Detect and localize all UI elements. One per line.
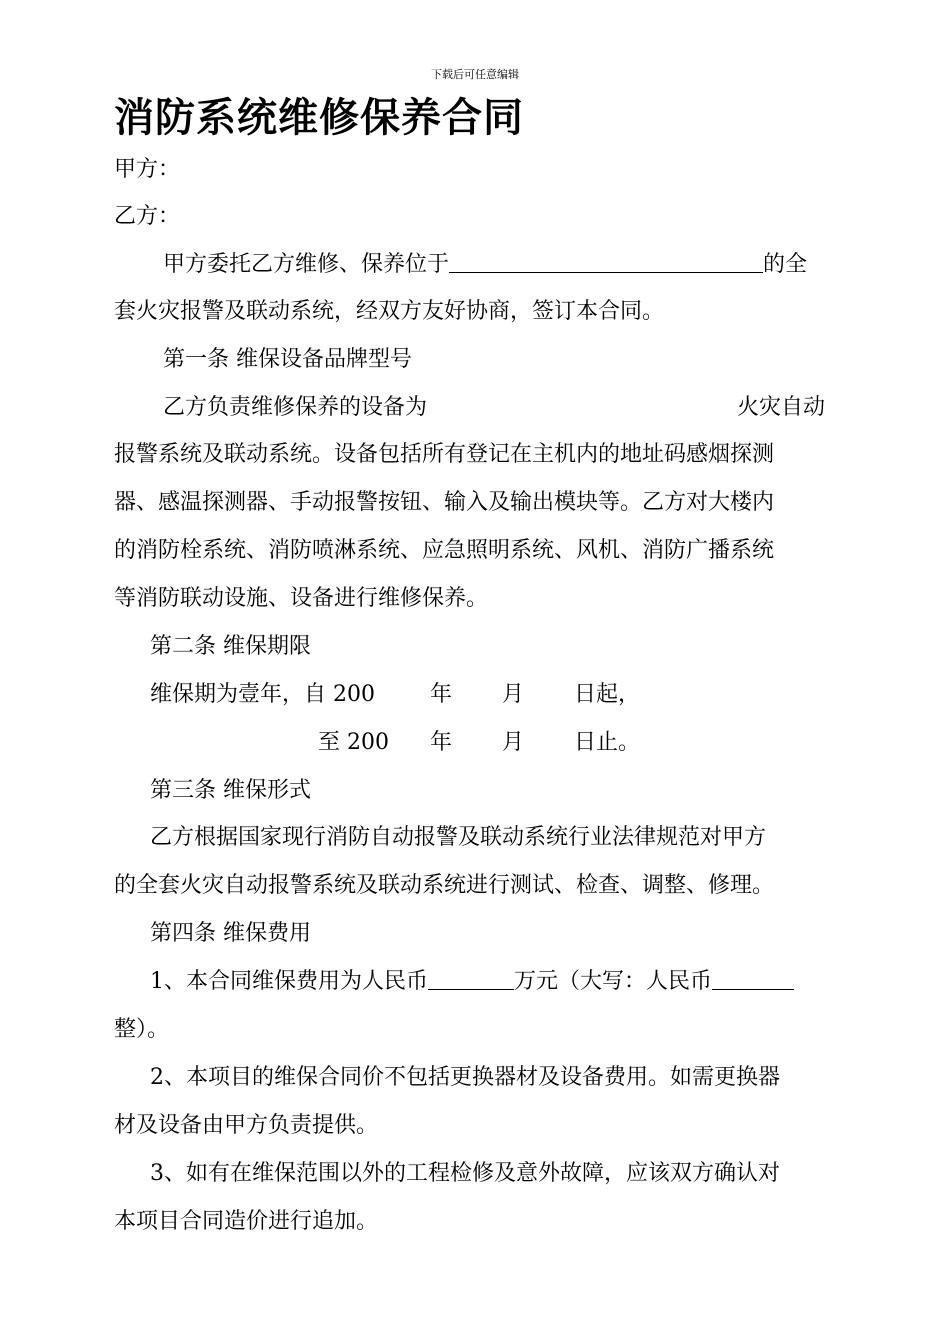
fee-text-b: 万元（大写：人民币 — [514, 969, 713, 994]
period-to-month: 月 — [502, 730, 525, 755]
article1-heading: 第一条 维保设备品牌型号 — [163, 347, 412, 372]
fee-amount-words-blank — [712, 967, 794, 990]
party-b-label: 乙方： — [114, 204, 181, 229]
intro-line-1 — [163, 250, 807, 280]
article4-item2-line-1: 2、本项目的维保合同价不包括更换器材及设备费用。如需更换器 — [150, 1065, 780, 1090]
article3-line-2: 的全套火灾自动报警系统及联动系统进行测试、检查、调整、修理。 — [114, 873, 775, 898]
period-end-day: 日止。 — [574, 730, 641, 755]
article2-heading: 第二条 维保期限 — [150, 634, 311, 659]
article1-line-4: 的消防栓系统、消防喷淋系统、应急照明系统、风机、消防广播系统 — [114, 538, 775, 563]
article1-line-1-right: 火灾自动 — [737, 395, 826, 420]
article1-line-2: 报警系统及联动系统。设备包括所有登记在主机内的地址码感烟探测 — [114, 442, 775, 467]
period-from-year: 年 — [430, 682, 453, 707]
article4-item3-line-2: 本项目合同造价进行追加。 — [114, 1209, 379, 1234]
article1-line-1-left: 乙方负责维修保养的设备为 — [163, 395, 428, 420]
intro-line-2: 套火灾报警及联动系统，经双方友好协商，签订本合同。 — [114, 299, 665, 324]
period-to-prefix: 至 200 — [318, 730, 389, 755]
location-blank — [449, 250, 763, 273]
article3-heading: 第三条 维保形式 — [150, 778, 311, 803]
document-title: 消防系统维修保养合同 — [114, 94, 524, 141]
article4-item3-line-1: 3、如有在维保范围以外的工程检修及意外故障，应该双方确认对 — [150, 1161, 780, 1186]
intro-text-before: 甲方委托乙方维修、保养位于 — [163, 252, 450, 277]
article4-item1-line-1 — [150, 967, 794, 997]
fee-text-a: 1、本合同维保费用为人民币 — [150, 969, 428, 994]
period-start-day: 日起， — [574, 682, 641, 707]
article3-line-1: 乙方根据国家现行消防自动报警及联动系统行业法律规范对甲方 — [150, 825, 767, 850]
intro-text-after: 的全 — [763, 252, 808, 277]
party-a-label: 甲方： — [114, 157, 181, 182]
article4-item2-line-2: 材及设备由甲方负责提供。 — [114, 1113, 379, 1138]
period-from-prefix: 维保期为壹年，自 200 — [150, 682, 375, 707]
header-note: 下载后可任意编辑 — [431, 68, 519, 81]
fee-amount-blank — [428, 967, 514, 990]
article4-heading: 第四条 维保费用 — [150, 921, 311, 946]
period-to-year: 年 — [430, 730, 453, 755]
article1-line-5: 等消防联动设施、设备进行维修保养。 — [114, 586, 489, 611]
article4-item1-line-2: 整）。 — [114, 1017, 170, 1042]
period-from-month: 月 — [502, 682, 525, 707]
article1-line-3: 器、感温探测器、手动报警按钮、输入及输出模块等。乙方对大楼内 — [114, 490, 775, 515]
